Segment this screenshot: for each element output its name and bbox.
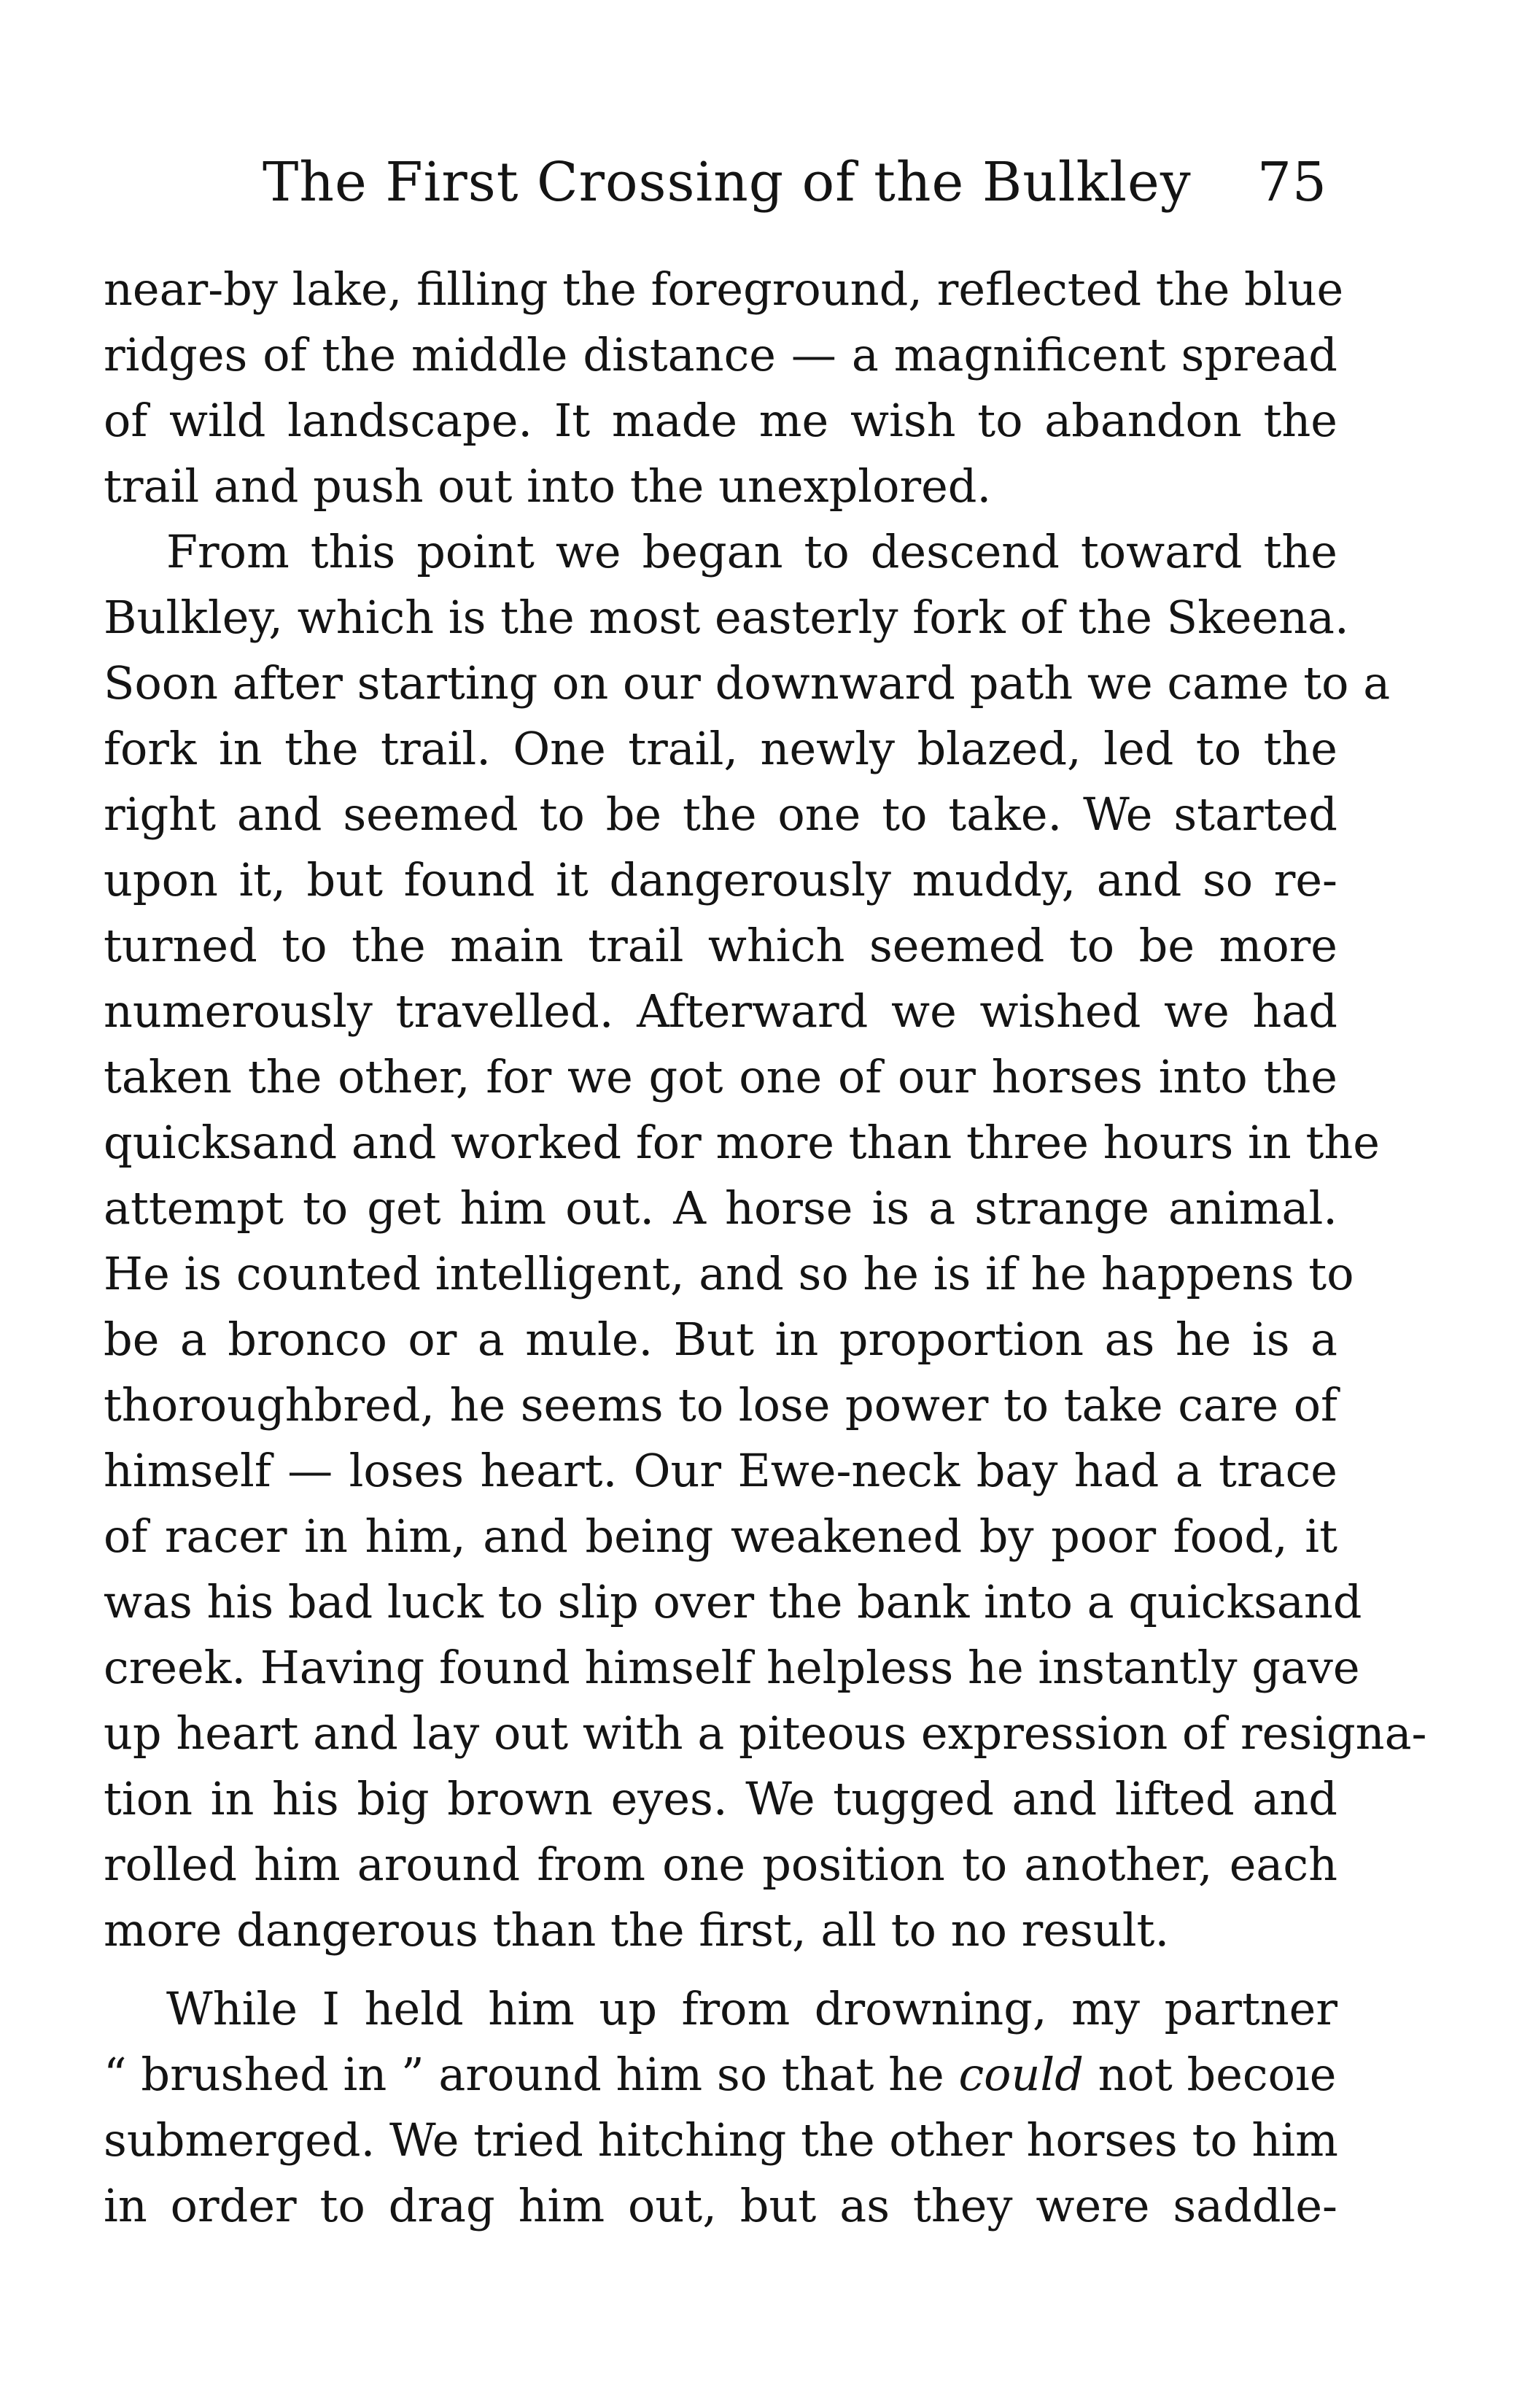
text-line: was his bad luck to slip over the bank into a quicksand — [104, 1575, 1362, 1628]
text-line: quicksand and worked for more than three hours in the — [104, 1116, 1380, 1169]
text-line: taken the other, for we got one of our horses into the — [104, 1050, 1337, 1103]
text-line: ridges of the middle distance — a magnificent spread — [104, 328, 1337, 381]
text-segment: not beco — [1083, 2048, 1295, 2101]
italic-word: could — [958, 2048, 1084, 2101]
text-line-with-italic — [104, 2042, 1337, 2108]
text-line: thoroughbred, he seems to lose power to take care of — [104, 1378, 1337, 1432]
text-segment: “ brushed in ” around him so that he — [104, 2048, 959, 2101]
body-text — [104, 257, 1427, 2239]
text-line: trail and push out into the unexplored. — [104, 459, 992, 513]
running-head — [263, 142, 1327, 222]
text-segment: ıe — [1294, 2048, 1337, 2101]
text-line: attempt to get him out. A horse is a strange animal. — [104, 1181, 1337, 1235]
text-line: fork in the trail. One trail, newly blazed, led to the — [104, 722, 1337, 775]
chapter-title: The First Crossing of the Bulkley — [263, 151, 1192, 214]
text-line: From this point we began to descend toward the — [166, 525, 1337, 578]
text-line: more dangerous than the first, all to no result. — [104, 1903, 1170, 1957]
text-line: of wild landscape. It made me wish to abandon the — [104, 394, 1337, 447]
text-line: be a bronco or a mule. But in proportion as he is a — [104, 1313, 1337, 1366]
text-line: turned to the main trail which seemed to be more — [104, 919, 1337, 972]
text-line: up heart and lay out with a piteous expression of resigna- — [104, 1706, 1427, 1760]
text-line: numerously travelled. Afterward we wished we had — [104, 984, 1337, 1038]
text-line: While I held him up from drowning, my partner — [166, 1982, 1337, 2035]
text-line: creek. Having found himself helpless he instantly gave — [104, 1641, 1360, 1694]
text-line: near-by lake, filling the foreground, reflected the blue — [104, 263, 1344, 316]
text-line: Bulkley, which is the most easterly fork of the Skeena. — [104, 591, 1349, 644]
text-line: upon it, but found it dangerously muddy, and so re- — [104, 853, 1337, 906]
text-line: Soon after starting on our downward path we came to a — [104, 656, 1391, 710]
page-number: 75 — [1257, 151, 1327, 214]
text-line: He is counted intelligent, and so he is if he happens to — [104, 1247, 1354, 1300]
text-line: rolled him around from one position to another, each — [104, 1838, 1337, 1891]
text-line: submerged. We tried hitching the other horses to him — [104, 2113, 1338, 2167]
text-line: right and seemed to be the one to take. We started — [104, 788, 1337, 841]
text-line: himself — loses heart. Our Ewe-neck bay had a trace — [104, 1444, 1337, 1497]
text-line: tion in his big brown eyes. We tugged and lifted and — [104, 1772, 1337, 1825]
text-line: in order to drag him out, but as they were saddle- — [104, 2179, 1337, 2232]
text-line: of racer in him, and being weakened by poor food, it — [104, 1510, 1337, 1563]
